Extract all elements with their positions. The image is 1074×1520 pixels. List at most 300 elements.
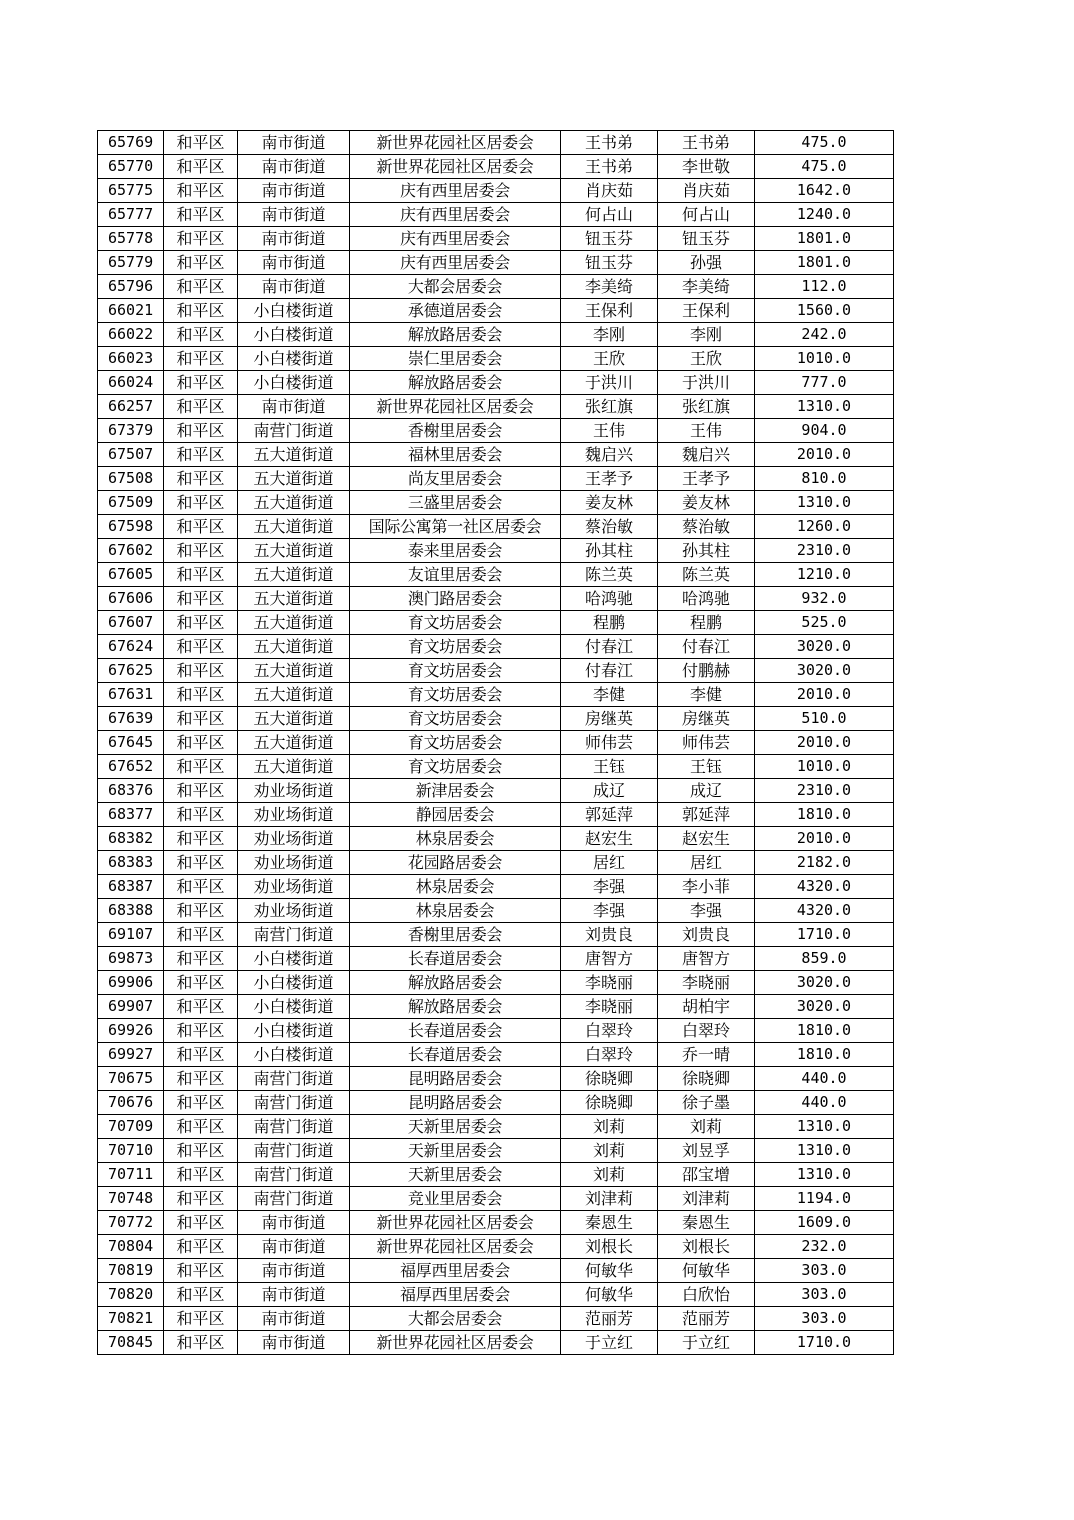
committee-cell: 育文坊居委会 bbox=[350, 683, 561, 707]
committee-cell: 新世界花园社区居委会 bbox=[350, 1211, 561, 1235]
committee-cell: 解放路居委会 bbox=[350, 371, 561, 395]
committee-cell: 庆有西里居委会 bbox=[350, 179, 561, 203]
street-cell: 五大道街道 bbox=[238, 563, 350, 587]
amount-cell: 1310.0 bbox=[755, 1115, 894, 1139]
applicant-cell: 刘贵良 bbox=[561, 923, 658, 947]
district-cell: 和平区 bbox=[164, 923, 238, 947]
amount-cell: 1010.0 bbox=[755, 347, 894, 371]
amount-cell: 3020.0 bbox=[755, 635, 894, 659]
district-cell: 和平区 bbox=[164, 371, 238, 395]
committee-cell: 长春道居委会 bbox=[350, 1043, 561, 1067]
table-body bbox=[98, 131, 894, 1355]
record-id-cell: 67652 bbox=[98, 755, 164, 779]
applicant-cell: 成辽 bbox=[561, 779, 658, 803]
amount-cell: 475.0 bbox=[755, 131, 894, 155]
table-row bbox=[98, 971, 894, 995]
member-cell: 白欣怡 bbox=[658, 1283, 755, 1307]
record-id-cell: 67625 bbox=[98, 659, 164, 683]
street-cell: 五大道街道 bbox=[238, 683, 350, 707]
street-cell: 小白楼街道 bbox=[238, 323, 350, 347]
committee-cell: 天新里居委会 bbox=[350, 1139, 561, 1163]
applicant-cell: 王钰 bbox=[561, 755, 658, 779]
record-id-cell: 68376 bbox=[98, 779, 164, 803]
applicant-cell: 陈兰英 bbox=[561, 563, 658, 587]
record-id-cell: 68383 bbox=[98, 851, 164, 875]
street-cell: 劝业场街道 bbox=[238, 803, 350, 827]
record-id-cell: 69906 bbox=[98, 971, 164, 995]
committee-cell: 福林里居委会 bbox=[350, 443, 561, 467]
amount-cell: 777.0 bbox=[755, 371, 894, 395]
table-row bbox=[98, 395, 894, 419]
record-id-cell: 70711 bbox=[98, 1163, 164, 1187]
member-cell: 王孝予 bbox=[658, 467, 755, 491]
member-cell: 王伟 bbox=[658, 419, 755, 443]
table-row bbox=[98, 131, 894, 155]
table-row bbox=[98, 587, 894, 611]
member-cell: 于洪川 bbox=[658, 371, 755, 395]
record-id-cell: 67606 bbox=[98, 587, 164, 611]
member-cell: 乔一晴 bbox=[658, 1043, 755, 1067]
street-cell: 劝业场街道 bbox=[238, 827, 350, 851]
member-cell: 李刚 bbox=[658, 323, 755, 347]
street-cell: 五大道街道 bbox=[238, 587, 350, 611]
amount-cell: 4320.0 bbox=[755, 899, 894, 923]
district-cell: 和平区 bbox=[164, 1163, 238, 1187]
applicant-cell: 何敏华 bbox=[561, 1259, 658, 1283]
table-row bbox=[98, 275, 894, 299]
table-row bbox=[98, 731, 894, 755]
table-row bbox=[98, 203, 894, 227]
applicant-cell: 徐晓卿 bbox=[561, 1067, 658, 1091]
applicant-cell: 姜友林 bbox=[561, 491, 658, 515]
applicant-cell: 白翠玲 bbox=[561, 1019, 658, 1043]
committee-cell: 福厚西里居委会 bbox=[350, 1259, 561, 1283]
record-id-cell: 70675 bbox=[98, 1067, 164, 1091]
table-row bbox=[98, 467, 894, 491]
committee-cell: 福厚西里居委会 bbox=[350, 1283, 561, 1307]
district-cell: 和平区 bbox=[164, 995, 238, 1019]
member-cell: 李强 bbox=[658, 899, 755, 923]
district-cell: 和平区 bbox=[164, 419, 238, 443]
record-id-cell: 65778 bbox=[98, 227, 164, 251]
amount-cell: 112.0 bbox=[755, 275, 894, 299]
applicant-cell: 程鹏 bbox=[561, 611, 658, 635]
member-cell: 孙其柱 bbox=[658, 539, 755, 563]
street-cell: 南市街道 bbox=[238, 1235, 350, 1259]
amount-cell: 1801.0 bbox=[755, 251, 894, 275]
applicant-cell: 赵宏生 bbox=[561, 827, 658, 851]
amount-cell: 3020.0 bbox=[755, 995, 894, 1019]
street-cell: 南营门街道 bbox=[238, 419, 350, 443]
member-cell: 姜友林 bbox=[658, 491, 755, 515]
record-id-cell: 66023 bbox=[98, 347, 164, 371]
record-id-cell: 70820 bbox=[98, 1283, 164, 1307]
amount-cell: 810.0 bbox=[755, 467, 894, 491]
district-cell: 和平区 bbox=[164, 563, 238, 587]
table-row bbox=[98, 1211, 894, 1235]
table-row bbox=[98, 1139, 894, 1163]
record-id-cell: 66021 bbox=[98, 299, 164, 323]
applicant-cell: 孙其柱 bbox=[561, 539, 658, 563]
amount-cell: 1310.0 bbox=[755, 491, 894, 515]
committee-cell: 新津居委会 bbox=[350, 779, 561, 803]
record-id-cell: 66022 bbox=[98, 323, 164, 347]
street-cell: 五大道街道 bbox=[238, 611, 350, 635]
amount-cell: 1310.0 bbox=[755, 1139, 894, 1163]
street-cell: 南市街道 bbox=[238, 1211, 350, 1235]
applicant-cell: 刘莉 bbox=[561, 1115, 658, 1139]
street-cell: 南市街道 bbox=[238, 203, 350, 227]
district-cell: 和平区 bbox=[164, 131, 238, 155]
table-row bbox=[98, 1019, 894, 1043]
street-cell: 南市街道 bbox=[238, 395, 350, 419]
applicant-cell: 何占山 bbox=[561, 203, 658, 227]
record-id-cell: 65769 bbox=[98, 131, 164, 155]
street-cell: 南市街道 bbox=[238, 179, 350, 203]
member-cell: 成辽 bbox=[658, 779, 755, 803]
table-row bbox=[98, 371, 894, 395]
record-id-cell: 70709 bbox=[98, 1115, 164, 1139]
applicant-cell: 李美绮 bbox=[561, 275, 658, 299]
district-cell: 和平区 bbox=[164, 731, 238, 755]
street-cell: 小白楼街道 bbox=[238, 347, 350, 371]
amount-cell: 859.0 bbox=[755, 947, 894, 971]
member-cell: 何敏华 bbox=[658, 1259, 755, 1283]
table-row bbox=[98, 491, 894, 515]
applicant-cell: 房继英 bbox=[561, 707, 658, 731]
committee-cell: 林泉居委会 bbox=[350, 827, 561, 851]
member-cell: 程鹏 bbox=[658, 611, 755, 635]
applicant-cell: 秦恩生 bbox=[561, 1211, 658, 1235]
record-id-cell: 68377 bbox=[98, 803, 164, 827]
amount-cell: 2010.0 bbox=[755, 731, 894, 755]
district-cell: 和平区 bbox=[164, 875, 238, 899]
street-cell: 南市街道 bbox=[238, 1331, 350, 1355]
street-cell: 五大道街道 bbox=[238, 467, 350, 491]
street-cell: 南市街道 bbox=[238, 1307, 350, 1331]
table-row bbox=[98, 1043, 894, 1067]
committee-cell: 静园居委会 bbox=[350, 803, 561, 827]
district-cell: 和平区 bbox=[164, 947, 238, 971]
applicant-cell: 徐晓卿 bbox=[561, 1091, 658, 1115]
street-cell: 劝业场街道 bbox=[238, 875, 350, 899]
amount-cell: 303.0 bbox=[755, 1307, 894, 1331]
district-cell: 和平区 bbox=[164, 1307, 238, 1331]
record-id-cell: 67508 bbox=[98, 467, 164, 491]
table-row bbox=[98, 227, 894, 251]
table-row bbox=[98, 1235, 894, 1259]
applicant-cell: 白翠玲 bbox=[561, 1043, 658, 1067]
table-row bbox=[98, 827, 894, 851]
street-cell: 劝业场街道 bbox=[238, 899, 350, 923]
record-id-cell: 65779 bbox=[98, 251, 164, 275]
amount-cell: 4320.0 bbox=[755, 875, 894, 899]
street-cell: 南营门街道 bbox=[238, 1115, 350, 1139]
committee-cell: 解放路居委会 bbox=[350, 323, 561, 347]
district-cell: 和平区 bbox=[164, 755, 238, 779]
applicant-cell: 郭延萍 bbox=[561, 803, 658, 827]
district-cell: 和平区 bbox=[164, 1187, 238, 1211]
member-cell: 张红旗 bbox=[658, 395, 755, 419]
amount-cell: 2010.0 bbox=[755, 443, 894, 467]
amount-cell: 1260.0 bbox=[755, 515, 894, 539]
committee-cell: 三盛里居委会 bbox=[350, 491, 561, 515]
committee-cell: 泰来里居委会 bbox=[350, 539, 561, 563]
applicant-cell: 刘莉 bbox=[561, 1163, 658, 1187]
street-cell: 小白楼街道 bbox=[238, 971, 350, 995]
applicant-cell: 李强 bbox=[561, 875, 658, 899]
record-id-cell: 65775 bbox=[98, 179, 164, 203]
committee-cell: 长春道居委会 bbox=[350, 947, 561, 971]
record-id-cell: 70819 bbox=[98, 1259, 164, 1283]
table-row bbox=[98, 899, 894, 923]
district-cell: 和平区 bbox=[164, 491, 238, 515]
record-id-cell: 67624 bbox=[98, 635, 164, 659]
committee-cell: 新世界花园社区居委会 bbox=[350, 395, 561, 419]
applicant-cell: 于立红 bbox=[561, 1331, 658, 1355]
street-cell: 南市街道 bbox=[238, 275, 350, 299]
district-cell: 和平区 bbox=[164, 827, 238, 851]
record-id-cell: 70821 bbox=[98, 1307, 164, 1331]
district-cell: 和平区 bbox=[164, 1019, 238, 1043]
member-cell: 陈兰英 bbox=[658, 563, 755, 587]
member-cell: 肖庆茹 bbox=[658, 179, 755, 203]
table-row bbox=[98, 443, 894, 467]
member-cell: 李小菲 bbox=[658, 875, 755, 899]
applicant-cell: 唐智方 bbox=[561, 947, 658, 971]
applicant-cell: 蔡治敏 bbox=[561, 515, 658, 539]
member-cell: 范丽芳 bbox=[658, 1307, 755, 1331]
district-cell: 和平区 bbox=[164, 779, 238, 803]
member-cell: 王钰 bbox=[658, 755, 755, 779]
committee-cell: 新世界花园社区居委会 bbox=[350, 1235, 561, 1259]
member-cell: 居红 bbox=[658, 851, 755, 875]
applicant-cell: 钮玉芬 bbox=[561, 227, 658, 251]
committee-cell: 昆明路居委会 bbox=[350, 1091, 561, 1115]
record-id-cell: 65796 bbox=[98, 275, 164, 299]
street-cell: 南市街道 bbox=[238, 227, 350, 251]
applicant-cell: 于洪川 bbox=[561, 371, 658, 395]
table-row bbox=[98, 1115, 894, 1139]
street-cell: 南市街道 bbox=[238, 131, 350, 155]
member-cell: 唐智方 bbox=[658, 947, 755, 971]
applicant-cell: 李晓丽 bbox=[561, 995, 658, 1019]
street-cell: 南市街道 bbox=[238, 1259, 350, 1283]
record-id-cell: 70710 bbox=[98, 1139, 164, 1163]
district-cell: 和平区 bbox=[164, 347, 238, 371]
committee-cell: 长春道居委会 bbox=[350, 1019, 561, 1043]
committee-cell: 香榭里居委会 bbox=[350, 419, 561, 443]
committee-cell: 香榭里居委会 bbox=[350, 923, 561, 947]
amount-cell: 2310.0 bbox=[755, 539, 894, 563]
table-row bbox=[98, 1283, 894, 1307]
district-cell: 和平区 bbox=[164, 539, 238, 563]
amount-cell: 242.0 bbox=[755, 323, 894, 347]
district-cell: 和平区 bbox=[164, 683, 238, 707]
record-id-cell: 68388 bbox=[98, 899, 164, 923]
table-row bbox=[98, 707, 894, 731]
amount-cell: 2010.0 bbox=[755, 683, 894, 707]
table-row bbox=[98, 1331, 894, 1355]
applicant-cell: 李刚 bbox=[561, 323, 658, 347]
record-id-cell: 70772 bbox=[98, 1211, 164, 1235]
street-cell: 五大道街道 bbox=[238, 731, 350, 755]
record-id-cell: 70845 bbox=[98, 1331, 164, 1355]
committee-cell: 解放路居委会 bbox=[350, 971, 561, 995]
table-row bbox=[98, 155, 894, 179]
amount-cell: 1560.0 bbox=[755, 299, 894, 323]
amount-cell: 440.0 bbox=[755, 1067, 894, 1091]
applicant-cell: 范丽芳 bbox=[561, 1307, 658, 1331]
district-cell: 和平区 bbox=[164, 707, 238, 731]
table-row bbox=[98, 635, 894, 659]
street-cell: 五大道街道 bbox=[238, 491, 350, 515]
committee-cell: 育文坊居委会 bbox=[350, 635, 561, 659]
applicant-cell: 王孝予 bbox=[561, 467, 658, 491]
applicant-cell: 王保利 bbox=[561, 299, 658, 323]
member-cell: 刘津莉 bbox=[658, 1187, 755, 1211]
amount-cell: 303.0 bbox=[755, 1259, 894, 1283]
committee-cell: 天新里居委会 bbox=[350, 1115, 561, 1139]
member-cell: 胡柏宇 bbox=[658, 995, 755, 1019]
district-cell: 和平区 bbox=[164, 443, 238, 467]
street-cell: 五大道街道 bbox=[238, 659, 350, 683]
street-cell: 五大道街道 bbox=[238, 635, 350, 659]
street-cell: 五大道街道 bbox=[238, 539, 350, 563]
amount-cell: 1609.0 bbox=[755, 1211, 894, 1235]
committee-cell: 庆有西里居委会 bbox=[350, 251, 561, 275]
applicant-cell: 居红 bbox=[561, 851, 658, 875]
member-cell: 李美绮 bbox=[658, 275, 755, 299]
table-row bbox=[98, 995, 894, 1019]
amount-cell: 1642.0 bbox=[755, 179, 894, 203]
record-id-cell: 67607 bbox=[98, 611, 164, 635]
street-cell: 南市街道 bbox=[238, 155, 350, 179]
record-id-cell: 69926 bbox=[98, 1019, 164, 1043]
district-cell: 和平区 bbox=[164, 1067, 238, 1091]
amount-cell: 1810.0 bbox=[755, 803, 894, 827]
amount-cell: 3020.0 bbox=[755, 659, 894, 683]
member-cell: 何占山 bbox=[658, 203, 755, 227]
amount-cell: 1810.0 bbox=[755, 1019, 894, 1043]
record-id-cell: 70676 bbox=[98, 1091, 164, 1115]
table-row bbox=[98, 515, 894, 539]
member-cell: 于立红 bbox=[658, 1331, 755, 1355]
table-row bbox=[98, 755, 894, 779]
table-row bbox=[98, 779, 894, 803]
district-cell: 和平区 bbox=[164, 803, 238, 827]
applicant-cell: 王欣 bbox=[561, 347, 658, 371]
applicant-cell: 何敏华 bbox=[561, 1283, 658, 1307]
district-cell: 和平区 bbox=[164, 1259, 238, 1283]
applicant-cell: 付春江 bbox=[561, 635, 658, 659]
member-cell: 刘莉 bbox=[658, 1115, 755, 1139]
table-row bbox=[98, 923, 894, 947]
committee-cell: 育文坊居委会 bbox=[350, 731, 561, 755]
amount-cell: 1310.0 bbox=[755, 395, 894, 419]
street-cell: 小白楼街道 bbox=[238, 947, 350, 971]
district-cell: 和平区 bbox=[164, 467, 238, 491]
amount-cell: 1240.0 bbox=[755, 203, 894, 227]
amount-cell: 475.0 bbox=[755, 155, 894, 179]
table-row bbox=[98, 947, 894, 971]
record-id-cell: 67631 bbox=[98, 683, 164, 707]
committee-cell: 林泉居委会 bbox=[350, 875, 561, 899]
applicant-cell: 王书弟 bbox=[561, 155, 658, 179]
district-cell: 和平区 bbox=[164, 851, 238, 875]
street-cell: 小白楼街道 bbox=[238, 1019, 350, 1043]
record-id-cell: 68382 bbox=[98, 827, 164, 851]
amount-cell: 1710.0 bbox=[755, 923, 894, 947]
member-cell: 邵宝增 bbox=[658, 1163, 755, 1187]
street-cell: 劝业场街道 bbox=[238, 779, 350, 803]
applicant-cell: 刘莉 bbox=[561, 1139, 658, 1163]
table-row bbox=[98, 611, 894, 635]
table-row bbox=[98, 683, 894, 707]
district-cell: 和平区 bbox=[164, 1043, 238, 1067]
amount-cell: 525.0 bbox=[755, 611, 894, 635]
applicant-cell: 钮玉芬 bbox=[561, 251, 658, 275]
table-row bbox=[98, 1307, 894, 1331]
table-row bbox=[98, 659, 894, 683]
committee-cell: 花园路居委会 bbox=[350, 851, 561, 875]
member-cell: 刘根长 bbox=[658, 1235, 755, 1259]
member-cell: 王欣 bbox=[658, 347, 755, 371]
record-id-cell: 67507 bbox=[98, 443, 164, 467]
member-cell: 赵宏生 bbox=[658, 827, 755, 851]
amount-cell: 1010.0 bbox=[755, 755, 894, 779]
district-cell: 和平区 bbox=[164, 899, 238, 923]
district-cell: 和平区 bbox=[164, 179, 238, 203]
member-cell: 李健 bbox=[658, 683, 755, 707]
member-cell: 秦恩生 bbox=[658, 1211, 755, 1235]
record-id-cell: 66257 bbox=[98, 395, 164, 419]
record-id-cell: 65770 bbox=[98, 155, 164, 179]
amount-cell: 1710.0 bbox=[755, 1331, 894, 1355]
record-id-cell: 67602 bbox=[98, 539, 164, 563]
member-cell: 李晓丽 bbox=[658, 971, 755, 995]
amount-cell: 1810.0 bbox=[755, 1043, 894, 1067]
record-id-cell: 67645 bbox=[98, 731, 164, 755]
record-id-cell: 66024 bbox=[98, 371, 164, 395]
table-row bbox=[98, 851, 894, 875]
committee-cell: 林泉居委会 bbox=[350, 899, 561, 923]
district-cell: 和平区 bbox=[164, 971, 238, 995]
table-row bbox=[98, 1259, 894, 1283]
applicant-cell: 王伟 bbox=[561, 419, 658, 443]
street-cell: 小白楼街道 bbox=[238, 1043, 350, 1067]
street-cell: 南营门街道 bbox=[238, 1163, 350, 1187]
committee-cell: 国际公寓第一社区居委会 bbox=[350, 515, 561, 539]
committee-cell: 庆有西里居委会 bbox=[350, 227, 561, 251]
table-row bbox=[98, 563, 894, 587]
amount-cell: 1194.0 bbox=[755, 1187, 894, 1211]
member-cell: 徐子墨 bbox=[658, 1091, 755, 1115]
district-cell: 和平区 bbox=[164, 323, 238, 347]
table-row bbox=[98, 875, 894, 899]
applicant-cell: 付春江 bbox=[561, 659, 658, 683]
committee-cell: 天新里居委会 bbox=[350, 1163, 561, 1187]
committee-cell: 新世界花园社区居委会 bbox=[350, 131, 561, 155]
committee-cell: 昆明路居委会 bbox=[350, 1067, 561, 1091]
record-id-cell: 68387 bbox=[98, 875, 164, 899]
applicant-cell: 李强 bbox=[561, 899, 658, 923]
table-row bbox=[98, 539, 894, 563]
street-cell: 小白楼街道 bbox=[238, 995, 350, 1019]
member-cell: 师伟芸 bbox=[658, 731, 755, 755]
data-table bbox=[97, 130, 894, 1355]
amount-cell: 510.0 bbox=[755, 707, 894, 731]
